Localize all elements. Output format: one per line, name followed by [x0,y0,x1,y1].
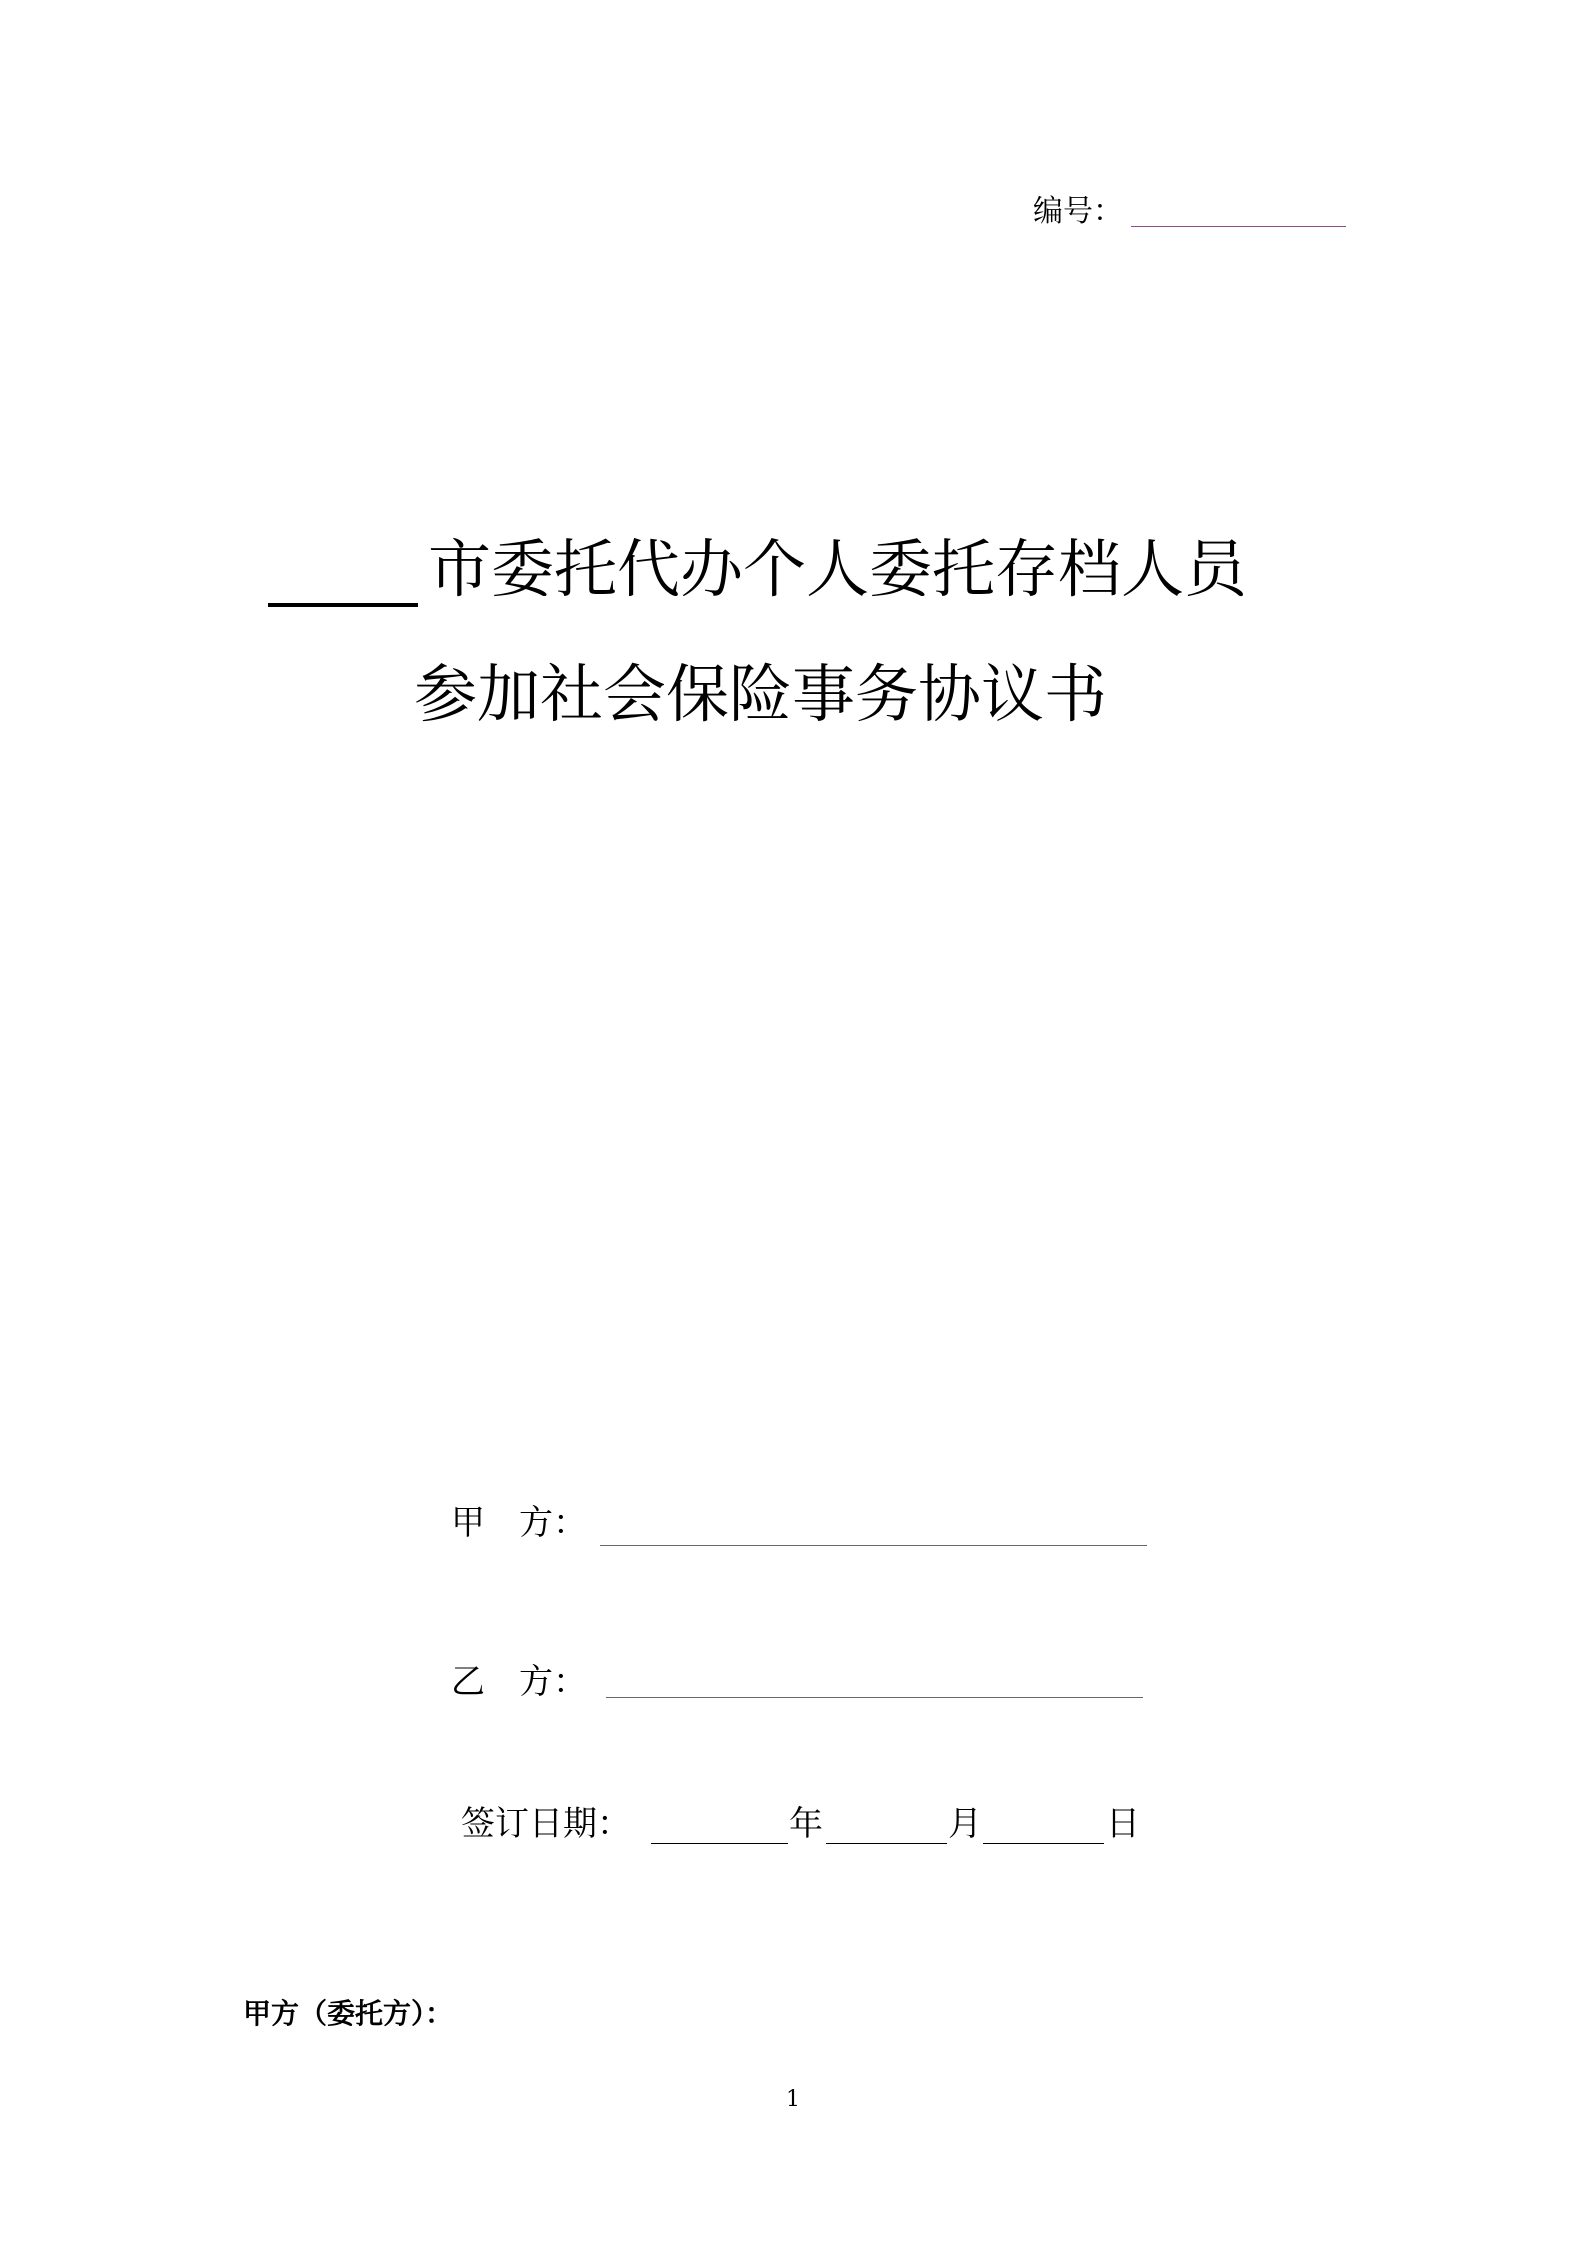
month-label: 月 [948,1804,982,1844]
party-b-label: 乙 方： [451,1662,587,1702]
party-a-label: 甲 方： [451,1503,587,1543]
party-b-field[interactable] [606,1697,1143,1698]
serial-number-label: 编号： [1033,194,1123,229]
sign-month-field[interactable] [826,1843,947,1844]
city-name-blank[interactable] [268,603,418,607]
document-title-line1: 市委托代办个人委托存档人员 [428,533,1247,606]
party-a-section-heading: 甲方（委托方）： [243,1997,454,2030]
year-label: 年 [789,1804,823,1844]
sign-day-field[interactable] [983,1843,1104,1844]
document-title-line2: 参加社会保险事务协议书 [414,658,1107,731]
sign-year-field[interactable] [651,1843,788,1844]
sign-date-label: 签订日期： [461,1804,631,1844]
day-label: 日 [1106,1804,1140,1844]
page-number: 1 [786,2087,800,2112]
serial-number-field[interactable] [1131,226,1346,227]
party-a-field[interactable] [600,1545,1147,1546]
